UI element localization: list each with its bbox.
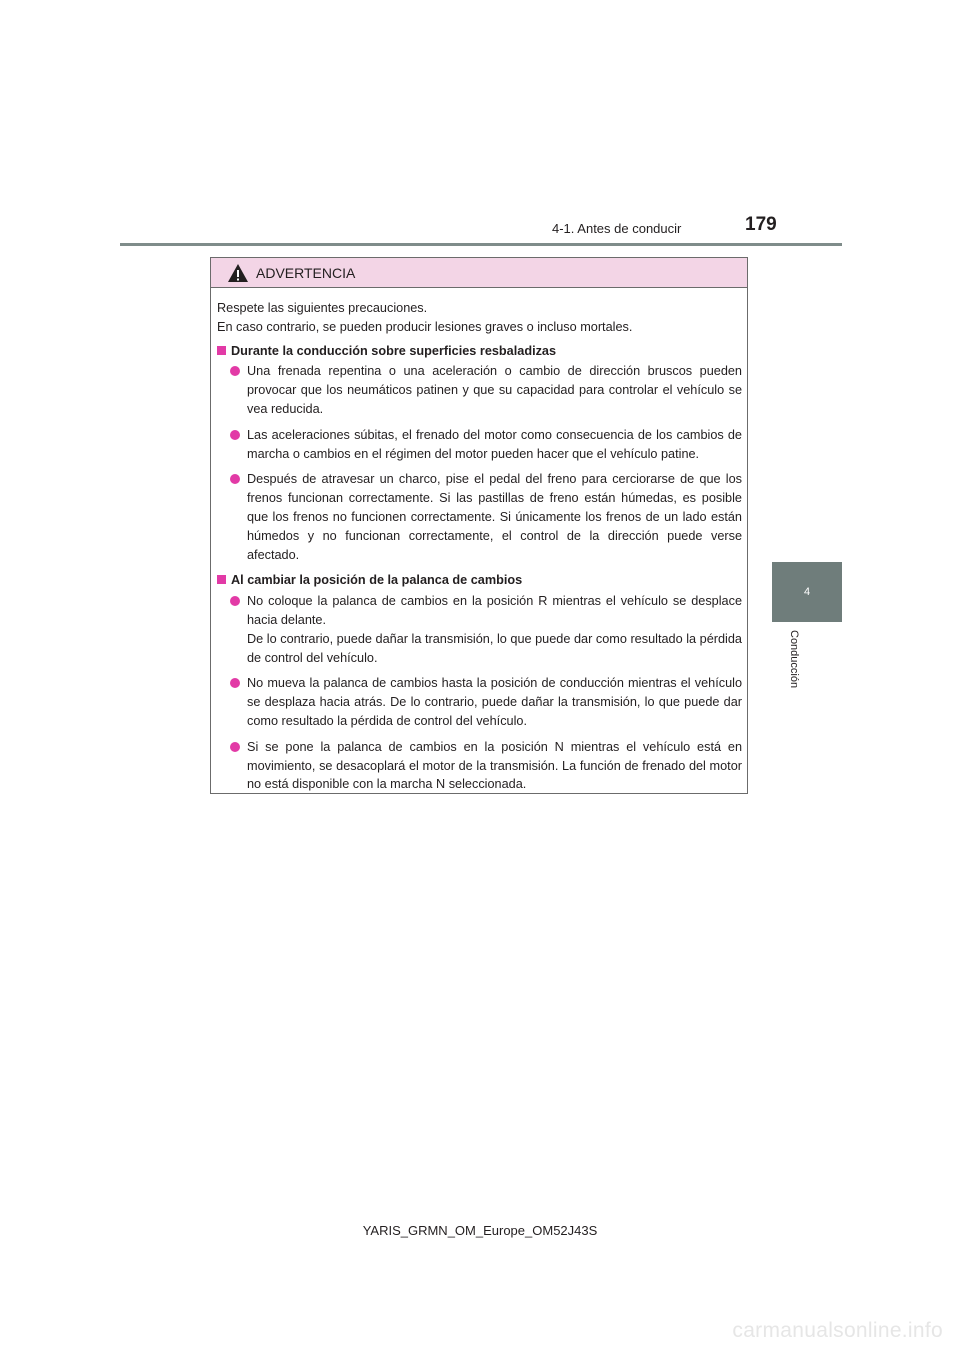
list-item xyxy=(230,674,742,730)
square-bullet-icon xyxy=(217,575,226,584)
subsection-slippery xyxy=(217,342,742,565)
intro-line: Respete las siguientes precauciones. xyxy=(217,301,428,315)
list-item xyxy=(230,592,742,667)
subsection-heading-text: Durante la conducción sobre superficies resbaladizas xyxy=(231,343,557,358)
subsection-heading xyxy=(217,342,742,361)
subsection-heading-text: Al cambiar la posición de la palanca de cambios xyxy=(231,573,523,588)
chapter-number: 4 xyxy=(803,586,811,598)
list-item xyxy=(230,426,742,464)
header-rule xyxy=(120,243,842,246)
round-bullet-icon xyxy=(230,366,240,376)
paragraph: De lo contrario, puede dañar la transmisión, lo que puede dar como resultado la pérdida de control del vehículo. xyxy=(247,631,742,665)
page-number: 179 xyxy=(745,214,777,235)
paragraph: Una frenada repentina o una aceleración o cambio de dirección bruscos pueden provocar que los neumáticos patinen y que su capacidad para controlar el vehículo se vea reducida. xyxy=(247,364,742,416)
list-item xyxy=(230,738,742,794)
round-bullet-icon xyxy=(230,474,240,484)
paragraph: Las aceleraciones súbitas, el frenado del motor como consecuencia de los cambios de marcha o cambios en el régimen del motor pueden hacer que el vehículo patine. xyxy=(247,427,742,461)
list-item-text xyxy=(247,592,742,667)
warning-box xyxy=(210,257,748,794)
paragraph: No coloque la palanca de cambios en la posición R mientras el vehículo se desplace hacia delante. xyxy=(247,594,742,627)
list-item-text xyxy=(247,674,742,730)
document-id: YARIS_GRMN_OM_Europe_OM52J43S xyxy=(362,1223,598,1238)
list-item xyxy=(230,470,742,564)
list-item xyxy=(230,362,742,418)
warning-header xyxy=(211,258,747,288)
square-bullet-icon xyxy=(217,346,226,355)
list-item-text xyxy=(247,738,742,794)
list-item-text xyxy=(247,470,742,564)
round-bullet-icon xyxy=(230,742,240,752)
round-bullet-icon xyxy=(230,678,240,688)
warning-body xyxy=(211,288,747,794)
warning-title: ADVERTENCIA xyxy=(256,264,356,281)
warning-intro xyxy=(217,299,742,337)
round-bullet-icon xyxy=(230,430,240,440)
section-title: 4-1. Antes de conducir xyxy=(552,221,682,236)
paragraph: Después de atravesar un charco, pise el pedal del freno para cerciorarse de que los frenos funcionan correctamente. Si las pastillas de freno están húmedas, es posible que los frenos no funcionen correctamente. Si únicamente los frenos de un lado están húmedos y no funcionan correctamente, el control de la dirección puede verse afectado. xyxy=(247,472,742,562)
intro-line: En caso contrario, se pueden producir lesiones graves o incluso mortales. xyxy=(217,319,633,334)
chapter-tab[interactable] xyxy=(772,562,842,622)
subsection-heading xyxy=(217,571,742,590)
list-item-text xyxy=(247,362,742,418)
paragraph: Si se pone la palanca de cambios en la posición N mientras el vehículo está en movimiento, se desacoplará el motor de la transmisión. La función de frenado del motor no está disponible con la marcha N seleccionada. xyxy=(247,739,742,792)
list-item-text xyxy=(247,426,742,464)
warning-triangle-icon xyxy=(227,263,249,283)
watermark: carmanualsonline.info xyxy=(732,1319,943,1342)
chapter-label: Conducción xyxy=(788,630,800,689)
subsection-gear-lever xyxy=(217,571,742,794)
paragraph: No mueva la palanca de cambios hasta la posición de conducción mientras el vehículo se desplaza hacia atrás. De lo contrario, puede dañar la transmisión, lo que puede dar como resultado la pérdida de control del vehículo. xyxy=(247,676,742,728)
round-bullet-icon xyxy=(230,596,240,606)
